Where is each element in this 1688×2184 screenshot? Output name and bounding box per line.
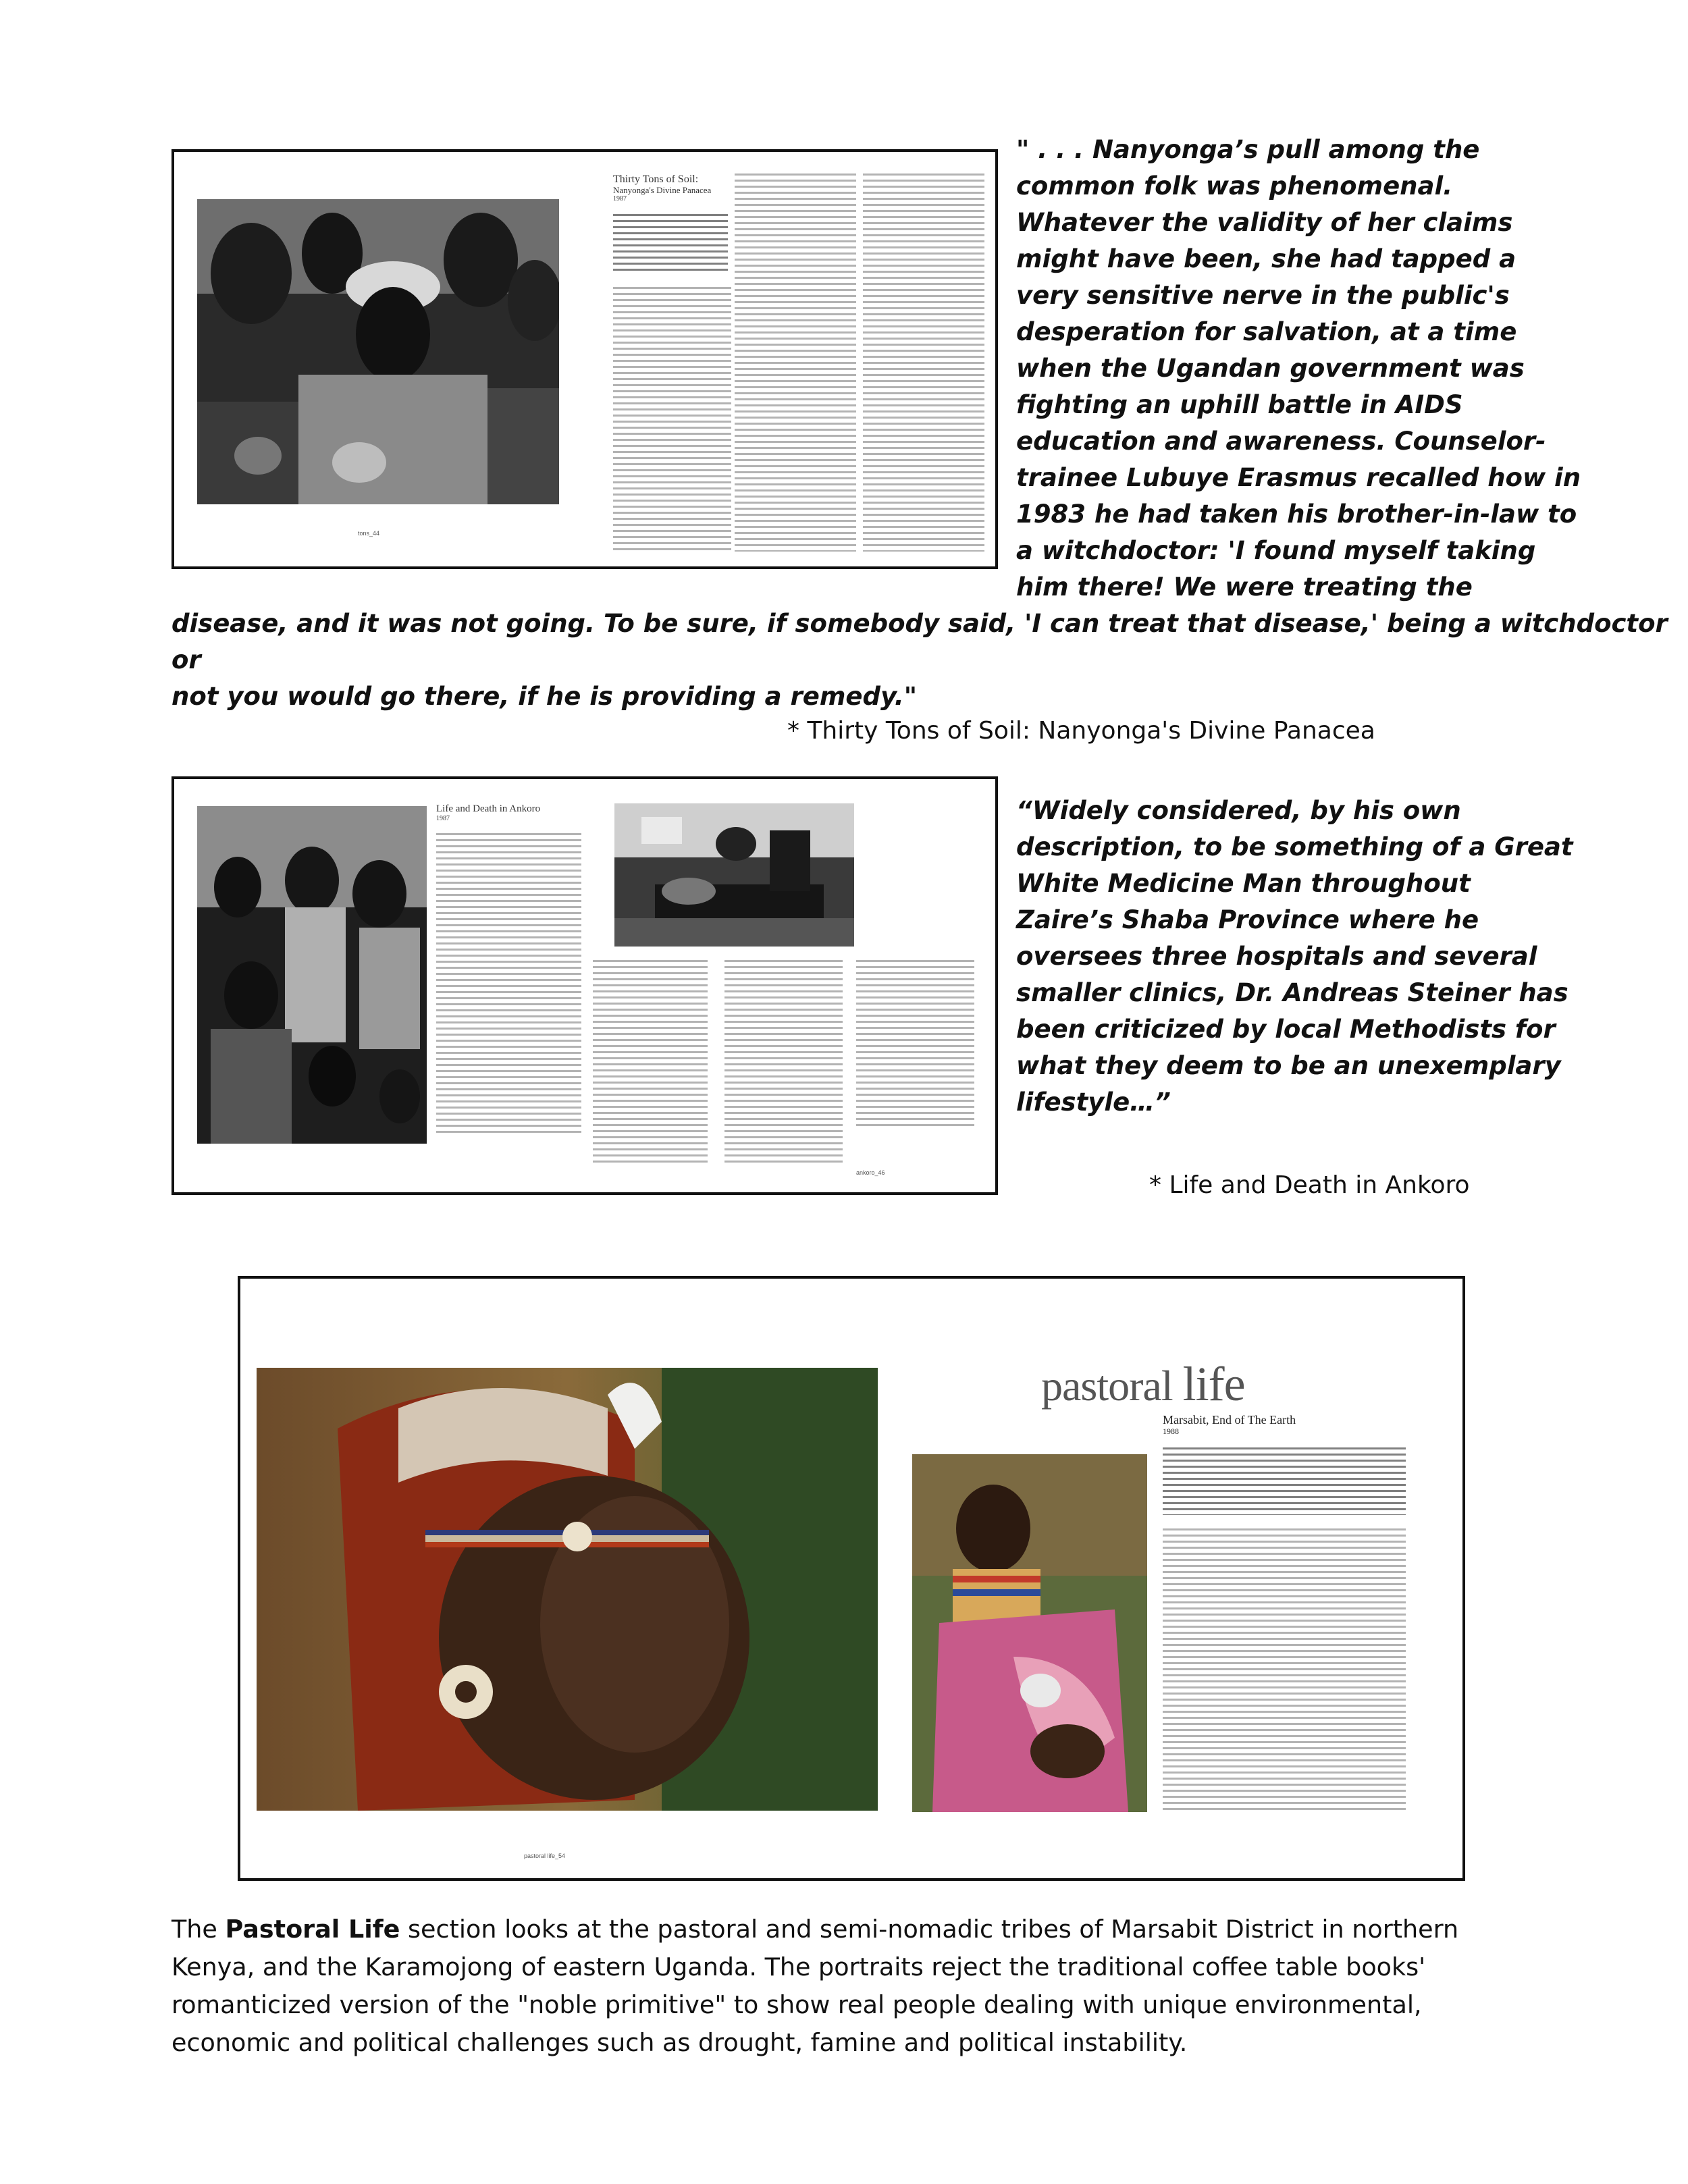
pastoral-life-description: The Pastoral Life section looks at the pastoral and semi-nomadic tribes of Marsabit District in northern Kenya, and the Karamojong of eastern Uganda. The portraits reject the traditional coffee table books' romanticized version of the "noble primitive" to show real people dealing with unique environmental, economic and political challenges such as drought, famine and political instability. xyxy=(172,1915,1459,2057)
spread1-col3 xyxy=(863,174,984,552)
spread3-body-text xyxy=(1163,1528,1406,1812)
photo-warrior-portrait xyxy=(257,1368,878,1811)
pastoral-life-heading: pastoral life xyxy=(1041,1357,1245,1411)
spread1-mini-title: Thirty Tons of Soil: Nanyonga's Divine Panacea 1987 xyxy=(613,174,712,203)
spread2-col1 xyxy=(436,833,581,1137)
caption-thirty-tons: * Thirty Tons of Soil: Nanyonga's Divine Panacea xyxy=(787,717,1375,745)
spread3-intro-text xyxy=(1163,1447,1406,1515)
spread2-col3 xyxy=(593,960,708,1163)
spread3-folio: pastoral life_54 xyxy=(524,1853,566,1859)
spread1-col2 xyxy=(735,174,856,552)
photo-mother-child xyxy=(912,1454,1147,1812)
spread2-folio: ankoro_46 xyxy=(856,1169,885,1176)
quote-thirty-tons: " . . . Nanyonga’s pull among the common folk was phenomenal. Whatever the validity of her claims might have been, she had tapped a very sensitive nerve in the public's desperation for salvation, at a time when the Ugandan government was fighting an uphill battle in AIDS education and awareness. Counselor- trainee Lubuye Erasmus recalled how in 1983 he had taken his brother-in-law to a witchdoctor: 'I found myself taking him there! We were treating the xyxy=(1016,135,1581,602)
caption-ankoro: * Life and Death in Ankoro xyxy=(1149,1171,1470,1199)
spread3-subtitle: Marsabit, End of The Earth 1988 xyxy=(1163,1413,1296,1436)
photo-hospital-bw xyxy=(614,803,854,947)
spread1-intro-text xyxy=(613,214,728,275)
quote-ankoro: “Widely considered, by his own description, to be something of a Great White Medicine Man throughout Zaire’s Shaba Province where he oversees three hospitals and several smaller clinics, Dr. Andreas Steiner has been criticized by local Methodists for what they deem to be an unexemplary lifestyle…” xyxy=(1016,796,1573,1117)
photo-crowd-bw xyxy=(197,199,559,504)
spread1-folio: tons_44 xyxy=(358,530,380,537)
spread-pastoral-life xyxy=(238,1276,1465,1881)
spread1-col1 xyxy=(613,287,731,550)
quote-thirty-tons-continued: disease, and it was not going. To be sure, if somebody said, 'I can treat that disease,' being a witchdoctor or not you would go there, if he is providing a remedy." xyxy=(172,609,1668,711)
pastoral-life-bold: Pastoral Life xyxy=(225,1915,400,1944)
spread-ankoro xyxy=(172,776,998,1195)
spread-thirty-tons xyxy=(172,149,998,569)
spread2-col5 xyxy=(856,960,974,1129)
spread2-col4 xyxy=(724,960,843,1163)
photo-group-bw xyxy=(197,806,427,1144)
spread2-mini-title: Life and Death in Ankoro 1987 xyxy=(436,803,541,822)
